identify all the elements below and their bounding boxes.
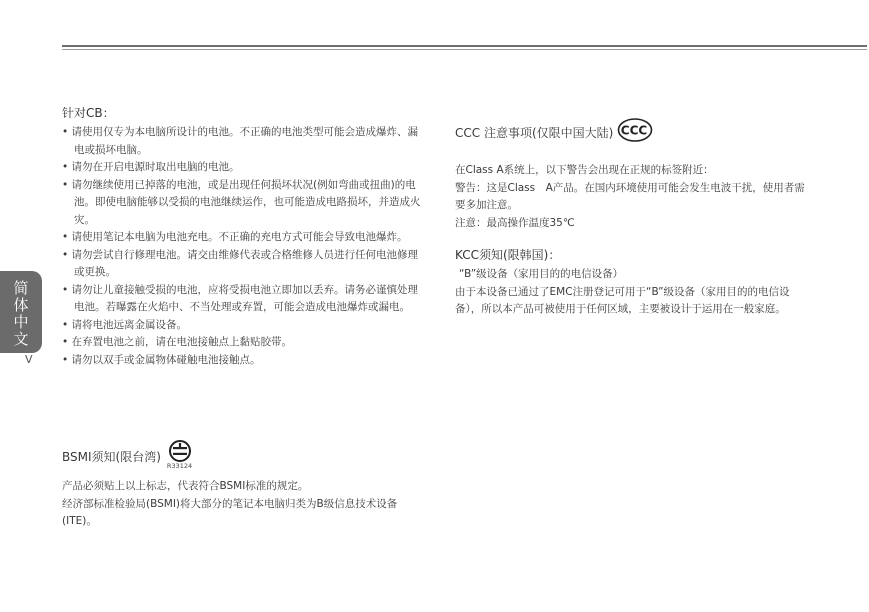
kcc-title: KCC须知(限韩国)： (455, 248, 561, 262)
language-tab-char: 简 (13, 279, 29, 297)
list-item: • 请将电池远离金属设备。 (62, 317, 422, 335)
language-tab-char: 体 (13, 296, 29, 314)
ccc-section (455, 118, 815, 232)
kcc-body: 由于本设备已通过了EMC注册登记可用于“B”级设备（家用目的的电信设备），所以本产品可被使用于任何区域，主要被设计于运用在一般家庭。 (455, 285, 790, 315)
language-tab-char: 文 (13, 330, 29, 348)
list-item: • 请使用笔记本电脑为电池充电。不正确的充电方式可能会导致电池爆炸。 (62, 229, 422, 247)
bsmi-mark (167, 440, 192, 470)
ccc-logo-text: CCC (621, 123, 648, 138)
bsmi-line: 产品必须贴上以上标志，代表符合BSMI标准的规定。 (62, 480, 309, 492)
ccc-mark (617, 118, 653, 147)
bsmi-logo-icon (168, 440, 192, 462)
list-item: • 请勿尝试自行修理电池。请交由维修代表或合格维修人员进行任何电池修理或更换。 (62, 247, 422, 282)
ccc-line: 警告：这是Class A产品。在国内环境使用可能会发生电波干扰，使用者需要多加注意。 (455, 181, 805, 211)
bsmi-title: BSMI须知(限台湾) (62, 450, 161, 464)
bsmi-line: 经济部标准检验局(BSMI)将大部分的笔记本电脑归类为B级信息技术设备(ITE)。 (62, 497, 398, 527)
ccc-line: 注意：最高操作温度35℃ (455, 216, 575, 229)
page-number: V (25, 353, 33, 366)
header-rule-thin (62, 49, 867, 50)
list-item: • 请勿以双手或金属物体碰触电池接触点。 (62, 352, 422, 370)
cb-title: 针对CB： (62, 106, 115, 120)
bsmi-section (62, 440, 422, 531)
language-tab[interactable] (0, 271, 42, 353)
language-tab-char: 中 (13, 313, 29, 331)
cb-section (62, 104, 422, 369)
list-item: • 请勿继续使用已掉落的电池，或是出现任何损坏状况(例如弯曲或扭曲)的电池。即使电脑能够以受损的电池继续运作，也可能造成电路损坏，并造成火灾。 (62, 177, 422, 230)
kcc-subtitle: “B”级设备（家用目的的电信设备） (459, 268, 624, 280)
list-item: • 请使用仅专为本电脑所设计的电池。不正确的电池类型可能会造成爆炸、漏电或损坏电脑。 (62, 124, 422, 159)
bsmi-code: R33124 (166, 462, 193, 470)
kcc-section (455, 246, 815, 319)
ccc-title: CCC 注意事项(仅限中国大陆) (455, 125, 614, 140)
ccc-line: 在Class A系统上，以下警告会出现在正规的标签附近： (455, 164, 714, 176)
list-item: • 请勿让儿童接触受损的电池，应将受损电池立即加以丢弃。请务必谨慎处理电池。若曝露在火焰中、不当处理或弃置，可能会造成电池爆炸或漏电。 (62, 282, 422, 317)
list-item: • 在弃置电池之前，请在电池接触点上黏贴胶带。 (62, 334, 422, 352)
cb-list (62, 124, 422, 369)
list-item: • 请勿在开启电源时取出电脑的电池。 (62, 159, 422, 177)
ccc-logo-icon (617, 118, 653, 142)
header-rule-thick (62, 45, 867, 47)
